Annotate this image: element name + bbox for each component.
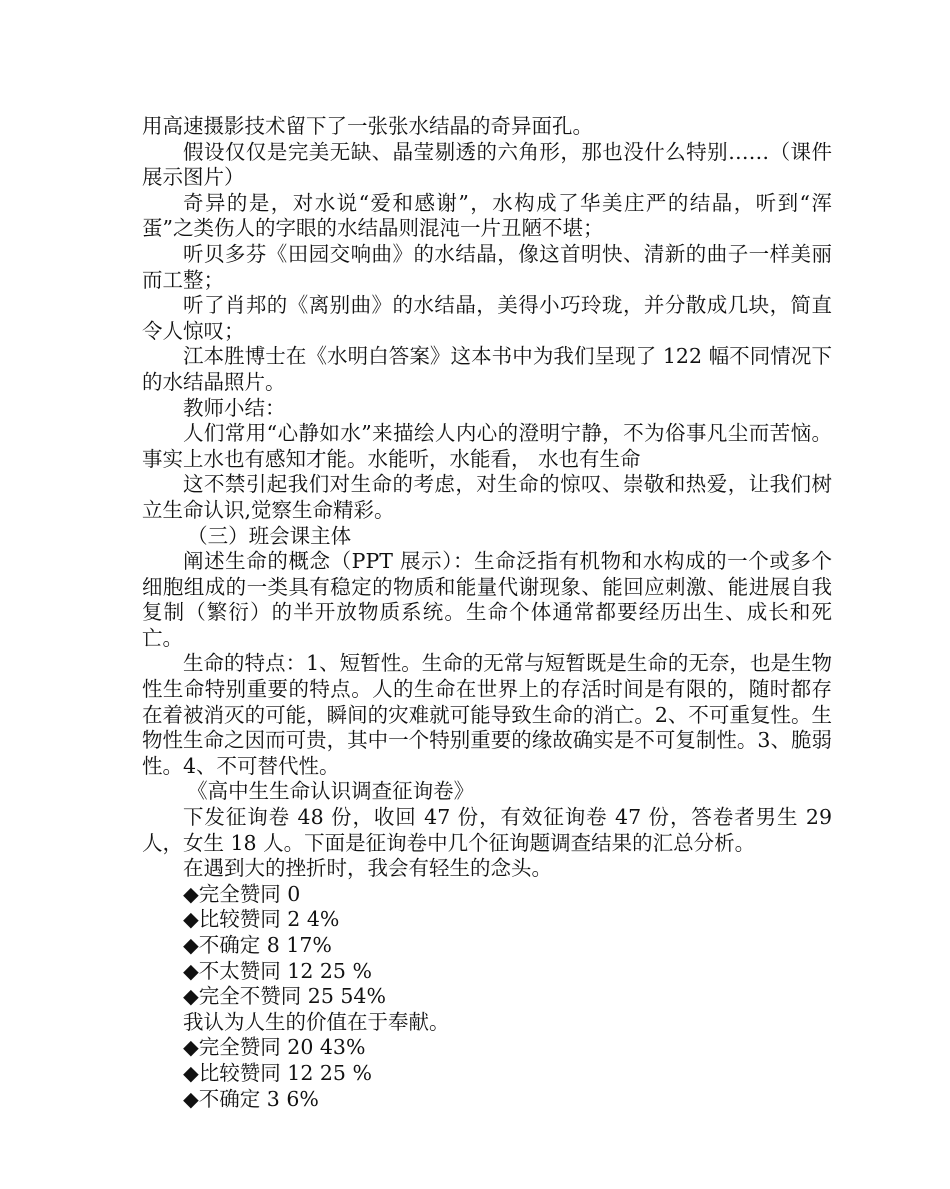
paragraph: 这不禁引起我们对生命的考虑，对生命的惊叹、崇敬和热爱，让我们树立生命认识,觉察生命精彩。	[142, 472, 832, 522]
section-heading: （三）班会课主体	[187, 523, 352, 548]
survey-question: 在遇到大的挫折时，我会有轻生的念头。	[183, 856, 552, 881]
survey-title: 《高中生生命认识调查征询卷》	[187, 779, 475, 804]
paragraph: 听了肖邦的《离别曲》的水结晶，美得小巧玲珑，并分散成几块，简直令人惊叹；	[142, 293, 832, 343]
paragraph: 阐述生命的概念（PPT 展示）：生命泛指有机物和水构成的一个或多个细胞组成的一类具有稳定的物质和能量代谢现象、能回应刺激、能进展自我复制（繁衍）的半开放物质系统。生命个体通常都要经历出生、成长和死亡。	[142, 549, 832, 650]
paragraph: 生命的特点：1、短暂性。生命的无常与短暂既是生命的无奈，也是生物性生命特别重要的特点。人的生命在世界上的存活时间是有限的，随时都存在着被消灭的可能，瞬间的灾难就可能导致生命的消亡。2、不可重复性。生物性生命之因而可贵，其中一个特别重要的缘故确实是不可复制性。3、脆弱性。4、不可替代性。	[142, 651, 832, 778]
paragraph: 奇异的是，对水说“爱和感谢”，水构成了华美庄严的结晶，听到“浑蛋”之类伤人的字眼的水结晶则混沌一片丑陋不堪；	[142, 190, 832, 241]
survey-option: ◆比较赞同 12 25 %	[183, 1060, 372, 1085]
survey-option: ◆不确定 3 6%	[183, 1086, 319, 1111]
survey-option: ◆完全赞同 20 43%	[183, 1035, 366, 1060]
section-label: 教师小结：	[183, 395, 286, 420]
document-body	[142, 114, 832, 1112]
paragraph: 人们常用“心静如水”来描绘人内心的澄明宁静，不为俗事凡尘而苦恼。事实上水也有感知才能。水能听，水能看， 水也有生命	[142, 421, 832, 471]
paragraph: 假设仅仅是完美无缺、晶莹剔透的六角形，那也没什么特别……（课件展示图片）	[142, 139, 832, 190]
survey-option: ◆不太赞同 12 25 %	[183, 958, 372, 983]
survey-option: ◆完全赞同 0	[183, 881, 301, 906]
survey-option: ◆不确定 8 17%	[183, 933, 332, 957]
survey-option: ◆比较赞同 2 4%	[183, 907, 340, 932]
survey-option: ◆完全不赞同 25 54%	[183, 984, 386, 1009]
survey-question: 我认为人生的价值在于奉献。	[183, 1009, 450, 1034]
paragraph: 听贝多芬《田园交响曲》的水结晶，像这首明快、清新的曲子一样美丽而工整；	[142, 241, 832, 292]
paragraph: 江本胜博士在《水明白答案》这本书中为我们呈现了 122 幅不同情况下的水结晶照片。	[142, 344, 832, 394]
paragraph: 用高速摄影技术留下了一张张水结晶的奇异面孔。	[142, 114, 593, 138]
paragraph: 下发征询卷 48 份，收回 47 份，有效征询卷 47 份，答卷者男生 29 人，女生 18 人。下面是征询卷中几个征询题调查结果的汇总分析。	[142, 805, 832, 855]
